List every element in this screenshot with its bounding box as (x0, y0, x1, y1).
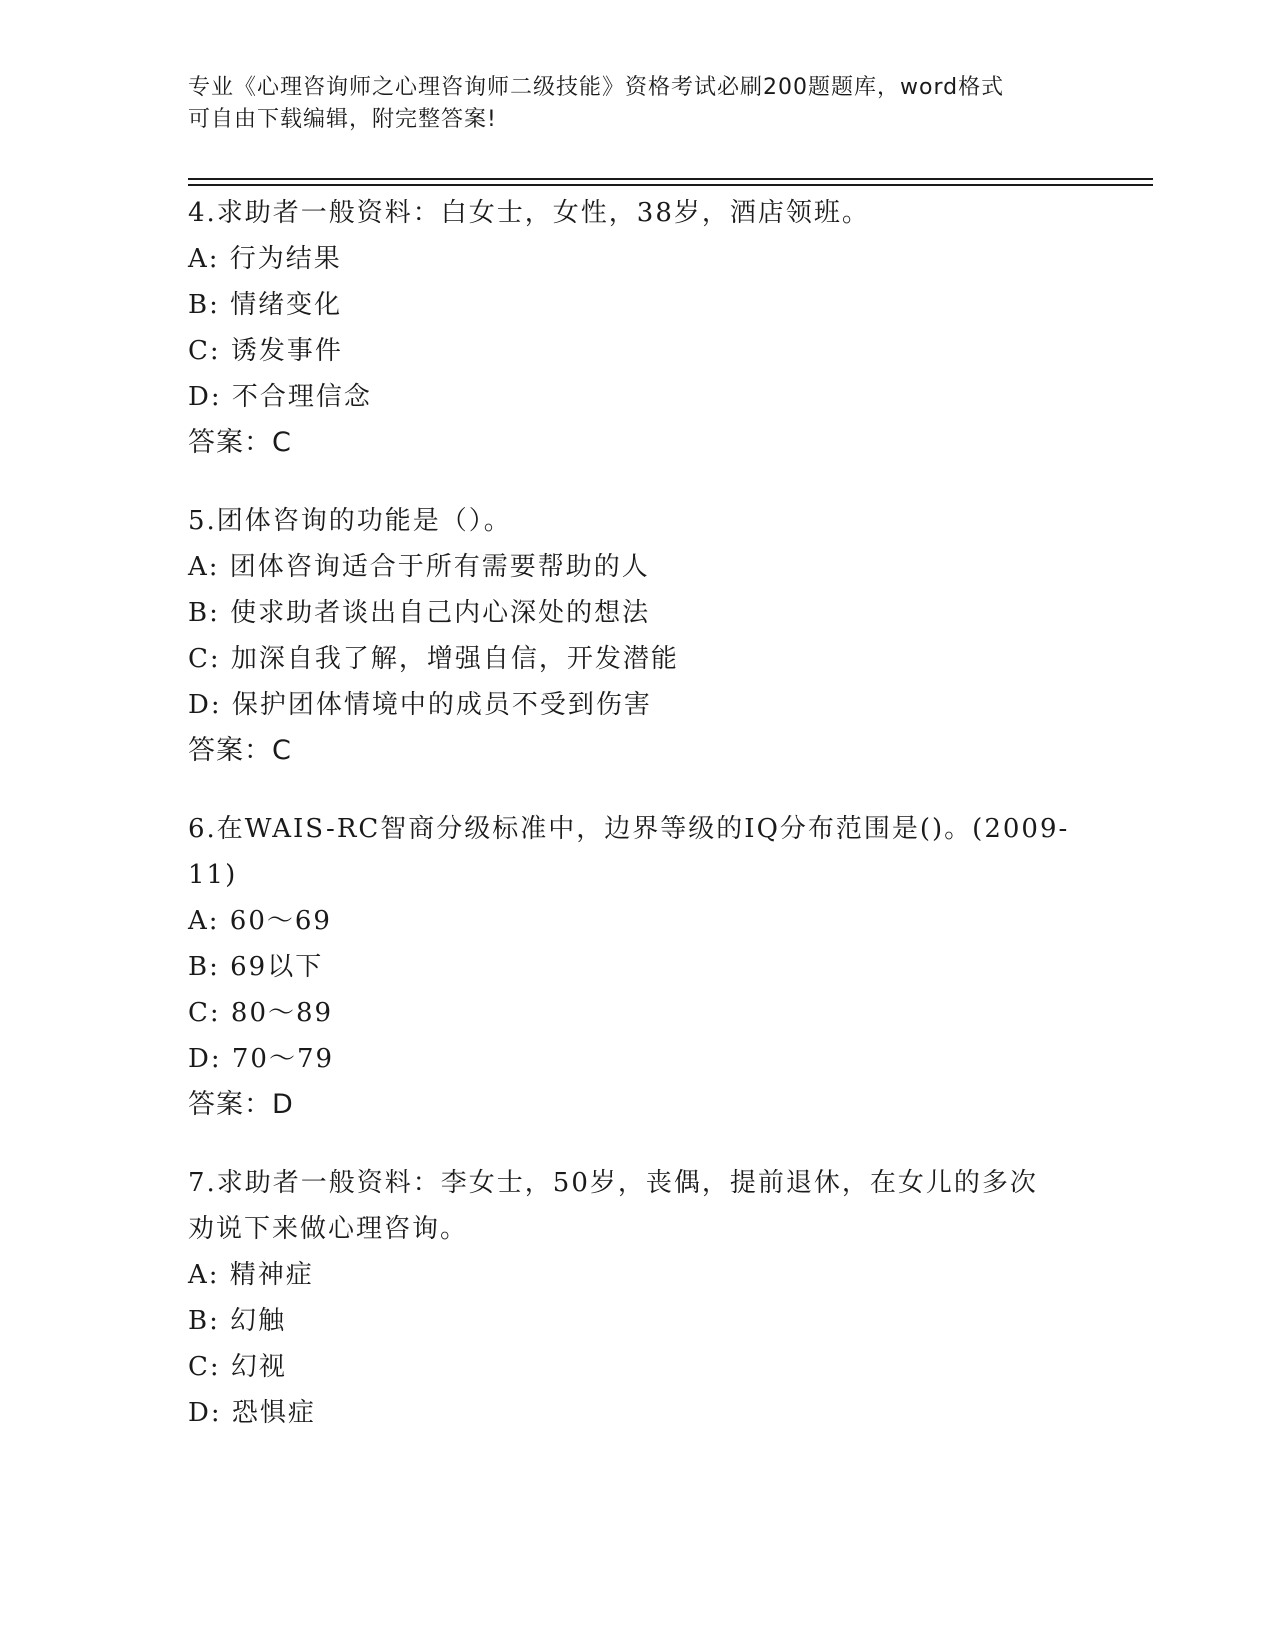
option-b: B: 使求助者谈出自己内心深处的想法 (188, 598, 651, 628)
question-stem: 6.在WAIS-RC智商分级标准中，边界等级的IQ分布范围是()。(2009- 11) (188, 814, 1070, 890)
document-header (188, 72, 1068, 136)
option-d: D: 70～79 (188, 1044, 335, 1074)
option-c: C: 幻视 (188, 1352, 287, 1382)
question-stem: 4.求助者一般资料：白女士，女性，38岁，酒店领班。 (188, 198, 870, 228)
header-line-1: 专业《心理咨询师之心理咨询师二级技能》资格考试必刷200题题库，word格式 (188, 75, 1005, 100)
option-b: B: 情绪变化 (188, 290, 343, 320)
answer: 答案：C (188, 427, 292, 458)
option-c: C: 诱发事件 (188, 336, 343, 366)
question-stem: 5.团体咨询的功能是（）。 (188, 506, 512, 536)
header-divider-bottom (188, 184, 1153, 186)
question-list (188, 190, 1088, 1468)
option-a: A: 60～69 (188, 906, 332, 936)
header-divider-top (188, 178, 1153, 180)
option-d: D: 保护团体情境中的成员不受到伤害 (188, 690, 652, 720)
option-a: A: 行为结果 (188, 244, 342, 274)
option-d: D: 不合理信念 (188, 382, 372, 412)
question-7 (188, 1160, 1088, 1436)
option-c: C: 80～89 (188, 998, 334, 1028)
question-4 (188, 190, 1088, 466)
option-a: A: 精神症 (188, 1260, 314, 1290)
question-5 (188, 498, 1088, 774)
option-b: B: 幻触 (188, 1306, 287, 1336)
header-line-2: 可自由下载编辑，附完整答案! (188, 107, 497, 132)
option-c: C: 加深自我了解，增强自信，开发潜能 (188, 644, 679, 674)
question-6 (188, 806, 1088, 1128)
answer: 答案：D (188, 1089, 294, 1120)
option-b: B: 69以下 (188, 952, 324, 982)
answer: 答案：C (188, 735, 292, 766)
question-stem: 7.求助者一般资料：李女士，50岁，丧偶，提前退休，在女儿的多次 劝说下来做心理咨询。 (188, 1168, 1038, 1244)
option-a: A: 团体咨询适合于所有需要帮助的人 (188, 552, 650, 582)
option-d: D: 恐惧症 (188, 1398, 316, 1428)
